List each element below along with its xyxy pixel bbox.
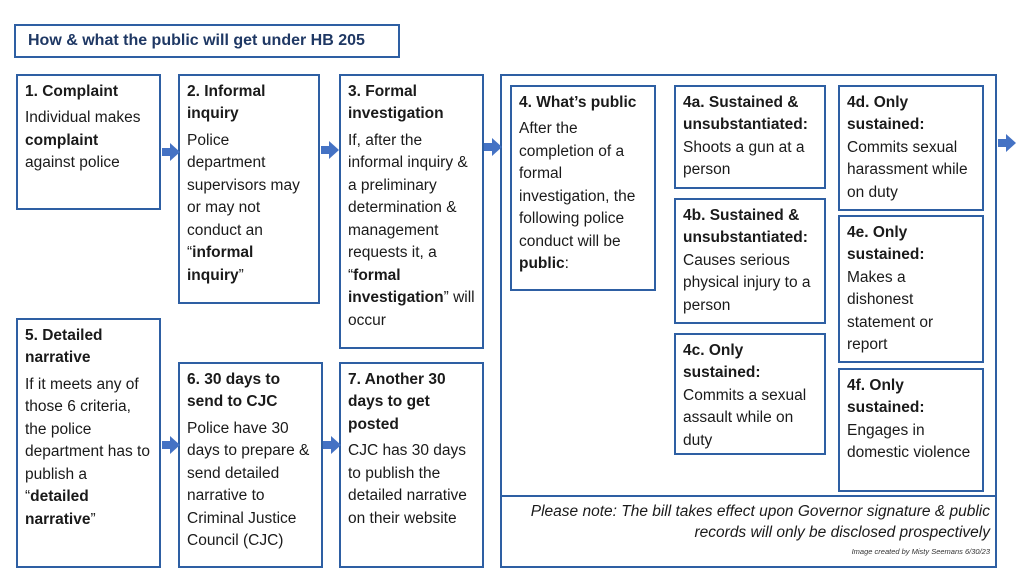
criterion-4d-title: 4d. Only sustained: [847, 94, 925, 134]
thirty-days-cjc-text: Police have 30 days to prepare & send detailed narrative to Criminal Justice Council (CJC) [187, 419, 310, 550]
complaint-title: 1. Complaint [25, 83, 119, 100]
criterion-4e-title: 4e. Only sustained: [847, 224, 925, 264]
complaint-box [16, 74, 161, 210]
thirty-days-cjc-title: 6. 30 days to send to CJC [187, 371, 281, 411]
criterion-4d-text: Commits sexual harassment while on duty [847, 138, 968, 201]
criterion-4b-text: Causes serious physical injury to a person [683, 251, 811, 314]
criterion-4c-text: Commits a sexual assault while on duty [683, 386, 807, 449]
criterion-4f-text: Engages in domestic violence [847, 421, 971, 462]
detailed-narrative-text: If it meets any of those 6 criteria, the police department has to publish a “detailed narrative” [25, 375, 150, 528]
detailed-narrative-box [16, 318, 161, 568]
criterion-4c-box [674, 333, 826, 455]
criterion-4e-box [838, 215, 984, 363]
detailed-narrative-title: 5. Detailed narrative [25, 327, 103, 367]
thirty-days-cjc-box [178, 362, 323, 568]
criterion-4b-box [674, 198, 826, 324]
informal-inquiry-text: Police department supervisors may or may not conduct an “informal inquiry” [187, 131, 300, 284]
image-credit: Image created by Misty Seemans 6/30/23 [851, 547, 990, 556]
another-thirty-days-box [339, 362, 484, 568]
note-divider [502, 495, 995, 497]
formal-investigation-title: 3. Formal investigation [348, 83, 444, 123]
whats-public-title: 4. What’s public [519, 94, 637, 111]
informal-inquiry-title: 2. Informal inquiry [187, 83, 266, 123]
criterion-4f-title: 4f. Only sustained: [847, 377, 925, 417]
criterion-4a-title: 4a. Sustained & unsubstantiated: [683, 94, 808, 134]
criterion-4e-text: Makes a dishonest statement or report [847, 268, 934, 354]
criterion-4c-title: 4c. Only sustained: [683, 342, 761, 382]
whats-public-box [510, 85, 656, 291]
criterion-4d-box [838, 85, 984, 211]
criterion-4a-text: Shoots a gun at a person [683, 138, 805, 179]
effective-date-note: Please note: The bill takes effect upon Governor signature & public records will only be disclosed prospectively [530, 503, 990, 541]
whats-public-text: After the completion of a formal investigation, the following police conduct will be public: [519, 120, 636, 273]
formal-investigation-box [339, 74, 484, 349]
diagram-title: How & what the public will get under HB 205 [14, 24, 400, 58]
another-thirty-days-title: 7. Another 30 days to get posted [348, 371, 446, 433]
criterion-4a-box [674, 85, 826, 189]
formal-investigation-text: If, after the informal inquiry & a preliminary determination & management requests it, a “formal investigation” will occur [348, 131, 475, 329]
complaint-text: Individual makes complaint against police [25, 109, 141, 172]
another-thirty-days-text: CJC has 30 days to publish the detailed narrative on their website [348, 442, 467, 527]
informal-inquiry-box [178, 74, 320, 304]
criterion-4b-title: 4b. Sustained & unsubstantiated: [683, 207, 808, 247]
criterion-4f-box [838, 368, 984, 492]
